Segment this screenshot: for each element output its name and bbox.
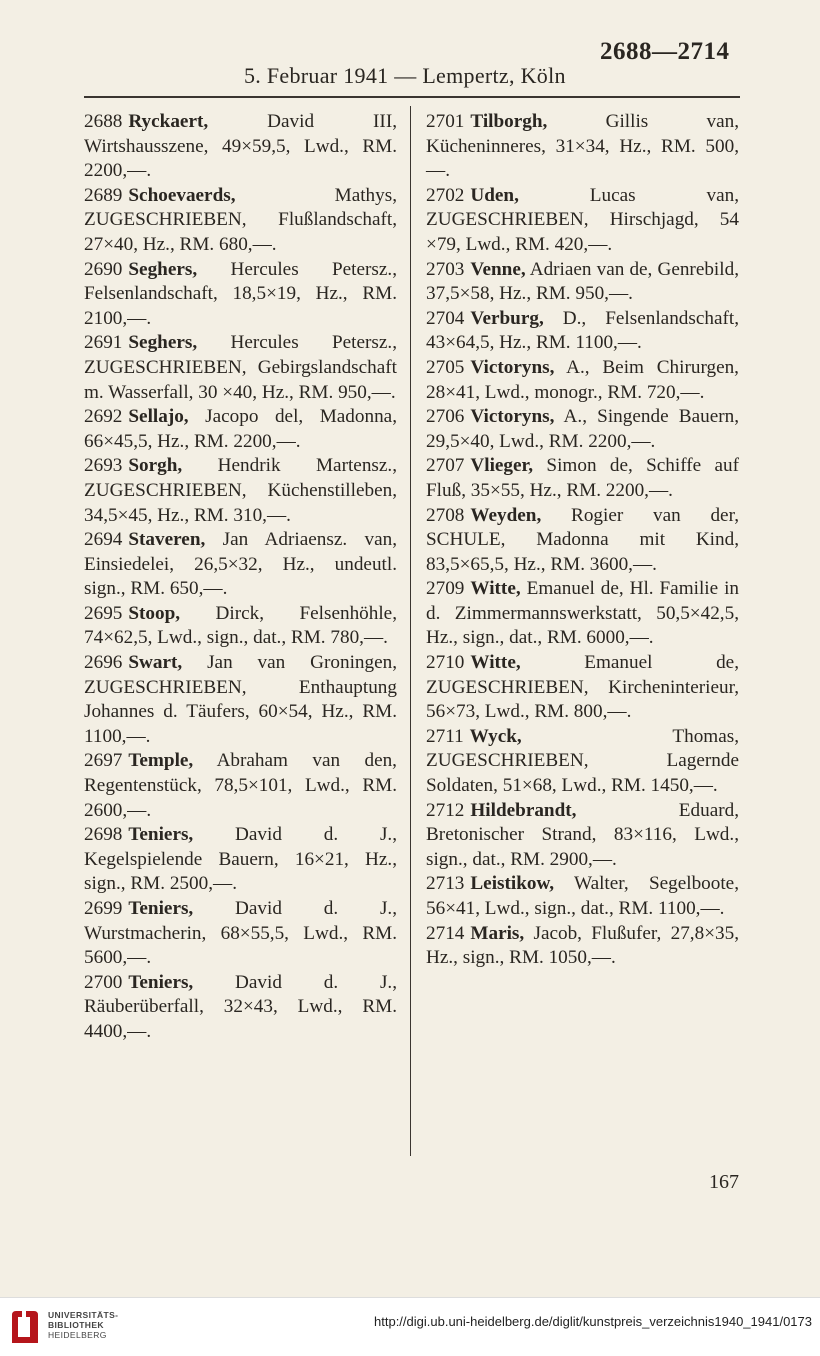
- lot-number: 2699: [84, 898, 123, 919]
- lot-description: Eduard, Bretonischer Strand, 83×116, Lwd., sign., dat., RM. 2900,—.: [426, 799, 739, 870]
- lot-entry: [84, 405, 397, 454]
- lot-number: 2705: [426, 356, 465, 378]
- lot-description: Hercules Petersz., Felsenlandschaft, 18,5×19, Hz., RM. 2100,—.: [84, 258, 397, 329]
- artist-name: Maris,: [470, 922, 525, 944]
- lot-description: A., Singende Bauern, 29,5×40, Lwd., RM. 2200,—.: [426, 406, 739, 452]
- artist-name: Sorgh,: [128, 455, 183, 477]
- lot-number: 2691: [84, 332, 123, 354]
- lot-entry: [426, 356, 739, 405]
- artist-name: Schoevaerds,: [128, 184, 236, 206]
- lot-entry: [84, 971, 397, 1045]
- lot-entry: [426, 725, 739, 799]
- lot-entry: [426, 799, 739, 873]
- left-column: [84, 110, 397, 1045]
- artist-name: Temple,: [128, 750, 194, 772]
- lot-entry: [426, 577, 739, 651]
- lot-description: D., Felsenlandschaft, 43×64,5, Hz., RM. 1100,—.: [426, 307, 739, 354]
- lot-number: 2694: [84, 529, 123, 551]
- lot-description: Lucas van, ZUGESCHRIEBEN, Hirschjagd, 54 ×79, Lwd., RM. 420,—.: [426, 184, 739, 255]
- artist-name: Weyden,: [470, 504, 542, 526]
- lot-entry: [426, 922, 739, 971]
- lot-description: Jacob, Flußufer, 27,8×35, Hz., sign., RM. 1050,—.: [426, 922, 740, 969]
- lot-number: 2704: [426, 307, 465, 329]
- lot-description: Emanuel de, ZUGESCHRIEBEN, Kircheninterieur, 56×73, Lwd., RM. 800,—.: [426, 652, 739, 723]
- lot-description: Walter, Segelboote, 56×41, Lwd., sign., dat., RM. 1100,—.: [426, 873, 739, 919]
- lot-number: 2712: [426, 799, 465, 821]
- lot-number: 2689: [84, 184, 123, 206]
- artist-name: Victoryns,: [470, 356, 555, 378]
- lot-number: 2706: [426, 406, 465, 428]
- lot-entry: [84, 331, 397, 405]
- library-logo-icon: [8, 1307, 42, 1347]
- artist-name: Wyck,: [469, 725, 522, 747]
- artist-name: Witte,: [470, 578, 521, 600]
- lot-number: 2714: [426, 922, 465, 944]
- lot-entry: [426, 405, 739, 454]
- lot-entry: [84, 110, 397, 184]
- lot-entry: [426, 651, 739, 725]
- lot-description: David d. J., Räuberüberfall, 32×43, Lwd., RM. 4400,—.: [84, 971, 398, 1042]
- lot-description: Jacopo del, Madonna, 66×45,5, Hz., RM. 2200,—.: [84, 406, 397, 452]
- artist-name: Venne,: [470, 258, 526, 280]
- artist-name: Tilborgh,: [470, 111, 548, 132]
- library-name: [48, 1310, 118, 1340]
- artist-name: Staveren,: [128, 529, 206, 551]
- artist-name: Uden,: [470, 184, 519, 206]
- lot-number: 2688: [84, 111, 123, 132]
- lot-number: 2696: [84, 652, 123, 674]
- lot-number: 2701: [426, 111, 465, 132]
- lot-entry: [84, 602, 397, 651]
- lot-description: Jan Adriaensz. van, Einsiedelei, 26,5×32, Hz., undeutl. sign., RM. 650,—.: [84, 529, 397, 600]
- artist-name: Victoryns,: [470, 406, 555, 428]
- lot-description: Rogier van der, SCHULE, Madonna mit Kind, 83,5×65,5, Hz., RM. 3600,—.: [426, 504, 739, 575]
- lot-entry: [84, 651, 397, 749]
- artist-name: Leistikow,: [470, 873, 555, 895]
- lot-entry: [426, 184, 739, 258]
- footer-bar: [0, 1297, 820, 1356]
- running-title: 5. Februar 1941 — Lempertz, Köln: [244, 63, 566, 88]
- lot-number: 2693: [84, 455, 123, 477]
- lot-number: 2690: [84, 258, 123, 280]
- source-url-link[interactable]: http://digi.ub.uni-heidelberg.de/diglit/kunstpreis_verzeichnis1940_1941/0173: [374, 1314, 812, 1329]
- lot-description: Abraham van den, Regentenstück, 78,5×101, Lwd., RM. 2600,—.: [84, 750, 397, 821]
- artist-name: Teniers,: [128, 824, 194, 846]
- lot-description: David d. J., Kegelspielende Bauern, 16×21, Hz., sign., RM. 2500,—.: [84, 824, 398, 895]
- lot-number: 2713: [426, 873, 465, 895]
- lot-description: David d. J., Wurstmacherin, 68×55,5, Lwd., RM. 5600,—.: [84, 898, 398, 969]
- lot-number: 2697: [84, 750, 123, 772]
- lot-number: 2708: [426, 504, 465, 526]
- lot-description: Gillis van, Kücheninneres, 31×34, Hz., RM. 500,—.: [426, 111, 739, 182]
- artist-name: Sellajo,: [128, 406, 189, 428]
- artist-name: Witte,: [470, 652, 521, 674]
- lot-number: 2711: [426, 725, 464, 747]
- artist-name: Swart,: [128, 652, 183, 674]
- column-divider: [410, 106, 411, 1156]
- lot-number: 2710: [426, 652, 465, 674]
- lot-description: A., Beim Chirurgen, 28×41, Lwd., monogr., RM. 720,—.: [426, 356, 739, 403]
- artist-name: Seghers,: [128, 332, 198, 354]
- lot-entry: [84, 897, 397, 971]
- lot-entry: [426, 307, 739, 356]
- lot-entry: [84, 749, 397, 823]
- artist-name: Teniers,: [128, 898, 194, 919]
- lot-description: Hercules Petersz., ZUGESCHRIEBEN, Gebirgslandschaft m. Wasserfall, 30 ×40, Hz., RM. 950,—.: [84, 332, 397, 403]
- lot-entry: [84, 454, 397, 528]
- lot-entry: [84, 528, 397, 602]
- lot-number: 2698: [84, 824, 123, 846]
- artist-name: Seghers,: [128, 258, 198, 280]
- lot-description: Jan van Groningen, ZUGESCHRIEBEN, Enthauptung Johannes d. Täufers, 60×54, Hz., RM. 1100,—.: [84, 652, 398, 747]
- lot-description: Thomas, ZUGESCHRIEBEN, Lagernde Soldaten, 51×68, Lwd., RM. 1450,—.: [426, 725, 739, 797]
- lot-number: 2709: [426, 578, 465, 600]
- lot-number: 2692: [84, 406, 123, 428]
- lot-description: Simon de, Schiffe auf Fluß, 35×55, Hz., RM. 2200,—.: [426, 455, 739, 501]
- artist-name: Teniers,: [128, 971, 194, 993]
- library-name-line3: HEIDELBERG: [48, 1330, 107, 1340]
- artist-name: Ryckaert,: [128, 111, 209, 132]
- library-name-line1: UNIVERSITÄTS-: [48, 1310, 119, 1320]
- lot-entry: [426, 504, 739, 578]
- lot-description: Hendrik Martensz., ZUGESCHRIEBEN, Küchenstilleben, 34,5×45, Hz., RM. 310,—.: [84, 455, 397, 526]
- lot-description: Mathys, ZUGESCHRIEBEN, Flußlandschaft, 27×40, Hz., RM. 680,—.: [84, 184, 397, 255]
- lot-range-heading: 2688—2714: [600, 38, 730, 65]
- artist-name: Verburg,: [470, 307, 544, 329]
- header-rule: [84, 96, 740, 98]
- lot-entry: [84, 184, 397, 258]
- lot-description: David III, Wirtshausszene, 49×59,5, Lwd., RM. 2200,—.: [84, 111, 398, 182]
- artist-name: Vlieger,: [470, 455, 534, 477]
- lot-description: Emanuel de, Hl. Familie in d. Zimmermannswerkstatt, 50,5×42,5, Hz., sign., dat., RM. 6000,—.: [426, 578, 740, 649]
- lot-number: 2702: [426, 184, 465, 206]
- lot-entry: [84, 258, 397, 332]
- lot-description: Dirck, Felsenhöhle, 74×62,5, Lwd., sign., dat., RM. 780,—.: [84, 602, 397, 649]
- lot-entry: [84, 823, 397, 897]
- artist-name: Stoop,: [128, 602, 181, 624]
- lot-number: 2707: [426, 455, 465, 477]
- lot-number: 2703: [426, 258, 465, 280]
- library-name-line2: BIBLIOTHEK: [48, 1320, 104, 1330]
- right-column: [426, 110, 739, 971]
- lot-entry: [426, 454, 739, 503]
- lot-entry: [426, 110, 739, 184]
- artist-name: Hildebrandt,: [470, 799, 577, 821]
- page-number: 167: [709, 1171, 739, 1193]
- lot-number: 2700: [84, 971, 123, 993]
- lot-entry: [426, 258, 739, 307]
- lot-entry: [426, 872, 739, 921]
- lot-description: Adriaen van de, Genrebild, 37,5×58, Hz., RM. 950,—.: [426, 258, 739, 305]
- lot-number: 2695: [84, 602, 123, 624]
